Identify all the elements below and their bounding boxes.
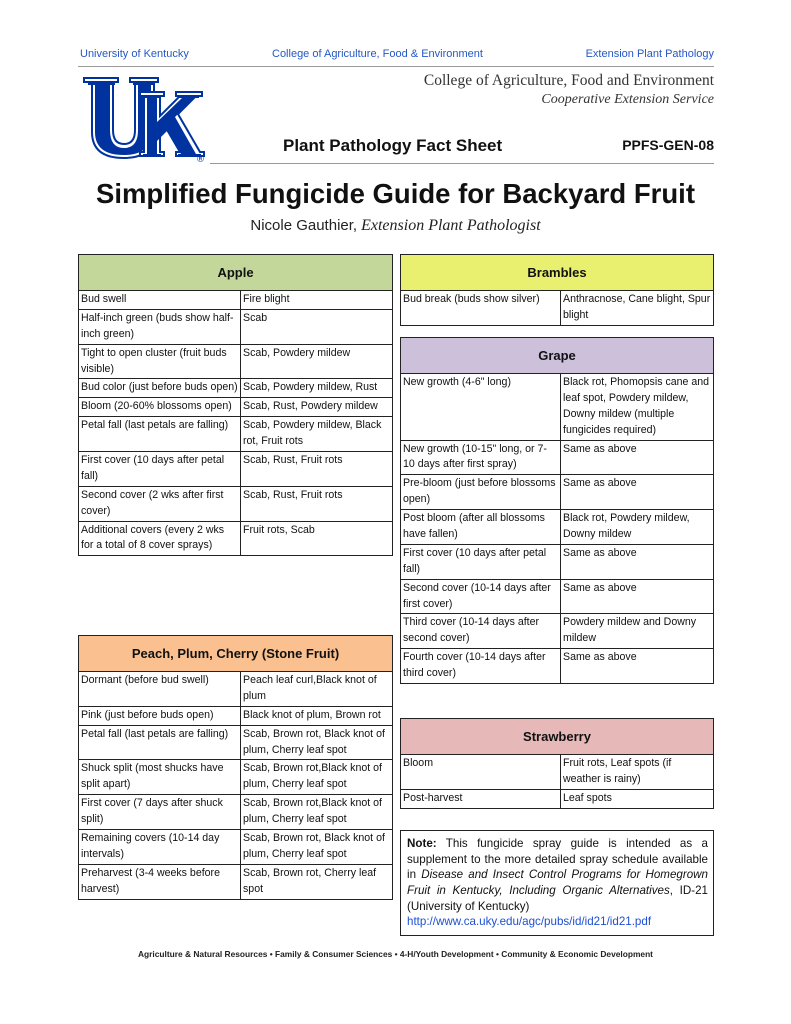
spray-timing-cell: Preharvest (3-4 weeks before harvest) bbox=[79, 864, 241, 899]
table-row bbox=[401, 789, 714, 808]
note-publication-title: Disease and Insect Control Programs for Homegrown Fruit in Kentucky, Including Organic Alternatives bbox=[407, 868, 708, 897]
table-row bbox=[79, 379, 393, 398]
spray-timing-cell: Petal fall (last petals are falling) bbox=[79, 725, 241, 760]
college-name: College of Agriculture, Food and Environment bbox=[423, 72, 714, 89]
spray-timing-cell: Post-harvest bbox=[401, 789, 561, 808]
table-header-row bbox=[79, 255, 393, 291]
table-row bbox=[401, 291, 714, 326]
target-disease-cell: Black knot of plum, Brown rot bbox=[241, 706, 393, 725]
sheet-id: PPFS-GEN-08 bbox=[622, 137, 714, 153]
spray-timing-cell: First cover (10 days after petal fall) bbox=[79, 452, 241, 487]
target-disease-cell: Scab, Brown rot,Black knot of plum, Cherry leaf spot bbox=[241, 760, 393, 795]
table-row bbox=[79, 706, 393, 725]
top-divider bbox=[78, 66, 714, 67]
target-disease-cell: Scab, Powdery mildew, Black rot, Fruit rots bbox=[241, 417, 393, 452]
target-disease-cell: Same as above bbox=[561, 475, 714, 510]
spray-timing-cell: Additional covers (every 2 wks for a total of 8 cover sprays) bbox=[79, 521, 241, 556]
svg-text:®: ® bbox=[196, 155, 205, 164]
spray-timing-cell: Remaining covers (10-14 day intervals) bbox=[79, 830, 241, 865]
table-row bbox=[79, 452, 393, 487]
spray-timing-cell: Third cover (10-14 days after second cover) bbox=[401, 614, 561, 649]
target-disease-cell: Scab, Rust, Fruit rots bbox=[241, 486, 393, 521]
spray-timing-cell: Shuck split (most shucks have split apart) bbox=[79, 760, 241, 795]
table-row bbox=[79, 398, 393, 417]
table-row bbox=[79, 344, 393, 379]
spray-timing-cell: Bud color (just before buds open) bbox=[79, 379, 241, 398]
table-row bbox=[401, 374, 714, 441]
target-disease-cell: Powdery mildew and Downy mildew bbox=[561, 614, 714, 649]
target-disease-cell: Scab, Brown rot, Cherry leaf spot bbox=[241, 864, 393, 899]
target-disease-cell: Scab, Powdery mildew, Rust bbox=[241, 379, 393, 398]
table-row bbox=[401, 579, 714, 614]
apple-table bbox=[78, 254, 393, 556]
spray-timing-cell: Bud break (buds show silver) bbox=[401, 291, 561, 326]
target-disease-cell: Scab bbox=[241, 309, 393, 344]
header-divider bbox=[210, 163, 714, 164]
spray-timing-cell: Pink (just before buds open) bbox=[79, 706, 241, 725]
spray-timing-cell: Second cover (2 wks after first cover) bbox=[79, 486, 241, 521]
table-row bbox=[79, 864, 393, 899]
note-label: Note: bbox=[407, 837, 437, 850]
note-publication-id: , ID-21 (University of Kentucky) bbox=[407, 883, 709, 913]
spray-timing-cell: Half-inch green (buds show half-inch green) bbox=[79, 309, 241, 344]
table-header-row bbox=[401, 255, 714, 291]
spray-timing-cell: First cover (10 days after petal fall) bbox=[401, 544, 561, 579]
college-block bbox=[424, 72, 714, 108]
target-disease-cell: Scab, Brown rot, Black knot of plum, Cherry leaf spot bbox=[241, 725, 393, 760]
target-disease-cell: Fire blight bbox=[241, 291, 393, 310]
top-links bbox=[80, 48, 714, 64]
target-disease-cell: Leaf spots bbox=[561, 789, 714, 808]
table-row bbox=[79, 795, 393, 830]
target-disease-cell: Peach leaf curl,Black knot of plum bbox=[241, 672, 393, 707]
brambles-table-title: Brambles bbox=[401, 255, 714, 291]
sheet-label: Plant Pathology Fact Sheet bbox=[283, 136, 503, 155]
spray-timing-cell: New growth (4-6" long) bbox=[401, 374, 561, 441]
strawberry-table bbox=[400, 718, 714, 809]
extension-service: Cooperative Extension Service bbox=[541, 92, 714, 107]
table-row bbox=[79, 309, 393, 344]
page-title: Simplified Fungicide Guide for Backyard Fruit bbox=[96, 178, 695, 209]
table-row bbox=[401, 755, 714, 790]
table-row bbox=[79, 417, 393, 452]
target-disease-cell: Same as above bbox=[561, 579, 714, 614]
grape-table bbox=[400, 337, 714, 684]
footer-program-areas: Agriculture & Natural Resources • Family & Consumer Sciences • 4-H/Youth Development • Community & Economic Development bbox=[138, 949, 653, 959]
target-disease-cell: Scab, Rust, Fruit rots bbox=[241, 452, 393, 487]
spray-timing-cell: Tight to open cluster (fruit buds visible) bbox=[79, 344, 241, 379]
table-row bbox=[401, 475, 714, 510]
target-disease-cell: Same as above bbox=[561, 649, 714, 684]
target-disease-cell: Anthracnose, Cane blight, Spur blight bbox=[561, 291, 714, 326]
table-row bbox=[401, 510, 714, 545]
author-role: Extension Plant Pathologist bbox=[361, 217, 541, 234]
peach-table-title: Peach, Plum, Cherry (Stone Fruit) bbox=[79, 636, 393, 672]
spray-timing-cell: Dormant (before bud swell) bbox=[79, 672, 241, 707]
target-disease-cell: Black rot, Phomopsis cane and leaf spot, Powdery mildew, Downy mildew (multiple fungicides required) bbox=[561, 374, 714, 441]
publication-link[interactable]: http://www.ca.uky.edu/agc/pubs/id/id21/id21.pdf bbox=[407, 915, 652, 929]
table-row bbox=[401, 649, 714, 684]
note-text: This fungicide spray guide is intended as a supplement to the more detailed spray schedule available in bbox=[407, 837, 708, 882]
author-line bbox=[0, 217, 791, 235]
table-row bbox=[79, 760, 393, 795]
table-row bbox=[79, 291, 393, 310]
target-disease-cell: Same as above bbox=[561, 544, 714, 579]
spray-timing-cell: Bud swell bbox=[79, 291, 241, 310]
link-extension-plant-pathology[interactable]: Extension Plant Pathology bbox=[585, 48, 714, 60]
brambles-table bbox=[400, 254, 714, 326]
table-row bbox=[401, 614, 714, 649]
spray-timing-cell: Fourth cover (10-14 days after third cover) bbox=[401, 649, 561, 684]
target-disease-cell: Same as above bbox=[561, 440, 714, 475]
target-disease-cell: Scab, Powdery mildew bbox=[241, 344, 393, 379]
spray-timing-cell: Petal fall (last petals are falling) bbox=[79, 417, 241, 452]
table-row bbox=[401, 440, 714, 475]
table-header-row bbox=[79, 636, 393, 672]
target-disease-cell: Black rot, Powdery mildew, Downy mildew bbox=[561, 510, 714, 545]
table-header-row bbox=[401, 719, 714, 755]
author-name: Nicole Gauthier, bbox=[250, 217, 358, 234]
note-box bbox=[400, 830, 714, 936]
target-disease-cell: Scab, Brown rot,Black knot of plum, Cherry leaf spot bbox=[241, 795, 393, 830]
link-university[interactable]: University of Kentucky bbox=[80, 48, 189, 60]
target-disease-cell: Fruit rots, Leaf spots (if weather is rainy) bbox=[561, 755, 714, 790]
spray-timing-cell: Bloom bbox=[401, 755, 561, 790]
spray-timing-cell: First cover (7 days after shuck split) bbox=[79, 795, 241, 830]
stone-fruit-table bbox=[78, 635, 393, 900]
table-row bbox=[79, 830, 393, 865]
table-row bbox=[401, 544, 714, 579]
table-row bbox=[79, 672, 393, 707]
spray-timing-cell: Bloom (20-60% blossoms open) bbox=[79, 398, 241, 417]
target-disease-cell: Scab, Brown rot, Black knot of plum, Cherry leaf spot bbox=[241, 830, 393, 865]
spray-timing-cell: Pre-bloom (just before blossoms open) bbox=[401, 475, 561, 510]
spray-timing-cell: Second cover (10-14 days after first cover) bbox=[401, 579, 561, 614]
table-row bbox=[79, 725, 393, 760]
table-row bbox=[79, 486, 393, 521]
strawberry-table-title: Strawberry bbox=[401, 719, 714, 755]
table-header-row bbox=[401, 338, 714, 374]
target-disease-cell: Fruit rots, Scab bbox=[241, 521, 393, 556]
link-college[interactable]: College of Agriculture, Food & Environment bbox=[272, 48, 483, 60]
target-disease-cell: Scab, Rust, Powdery mildew bbox=[241, 398, 393, 417]
uk-logo bbox=[80, 72, 208, 164]
table-row bbox=[79, 521, 393, 556]
spray-timing-cell: New growth (10-15" long, or 7-10 days after first spray) bbox=[401, 440, 561, 475]
grape-table-title: Grape bbox=[401, 338, 714, 374]
apple-table-title: Apple bbox=[79, 255, 393, 291]
spray-timing-cell: Post bloom (after all blossoms have fallen) bbox=[401, 510, 561, 545]
